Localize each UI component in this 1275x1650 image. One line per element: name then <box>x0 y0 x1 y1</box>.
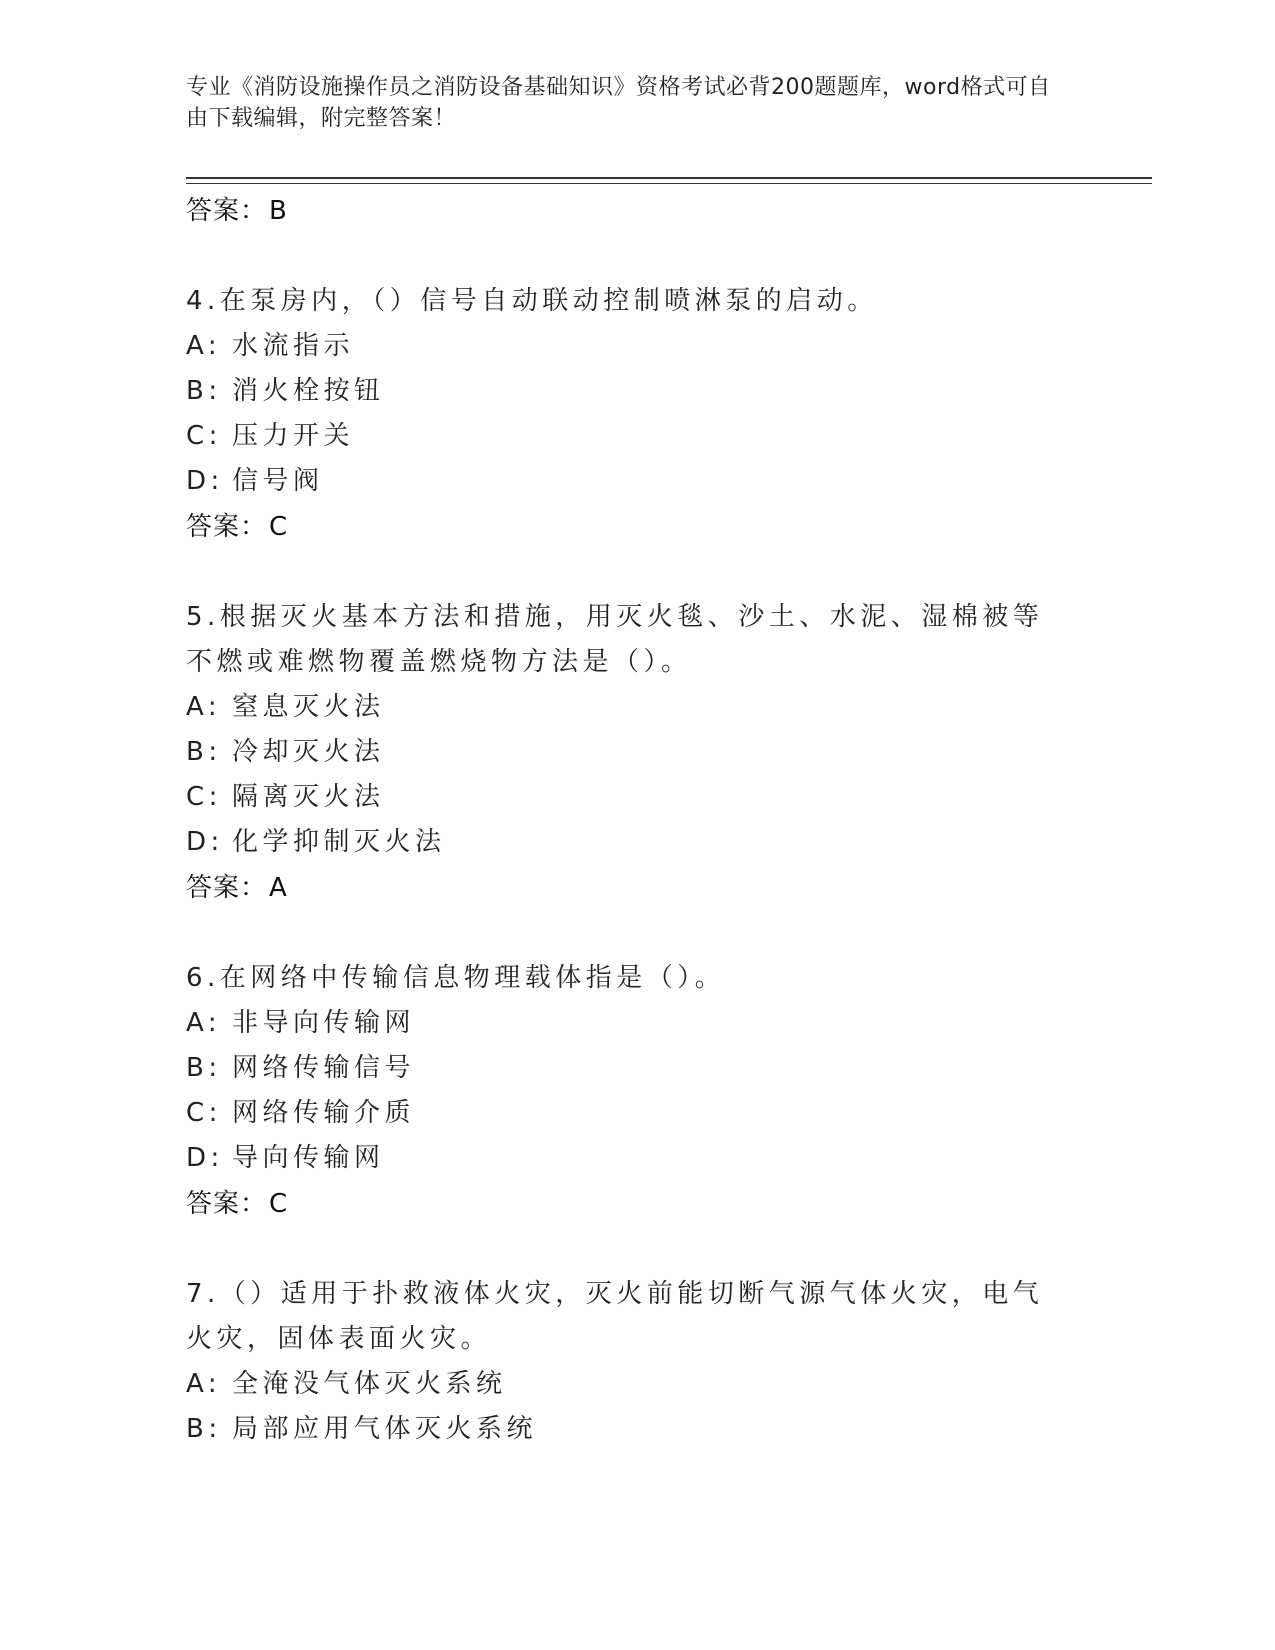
option-text: 非导向传输网 <box>232 1008 416 1038</box>
option-text: 网络传输信号 <box>232 1053 416 1083</box>
option-letter: A: <box>186 1008 222 1038</box>
question-stem: 5.根据灭火基本方法和措施，用灭火毯、沙土、水泥、湿棉被等不燃或难燃物覆盖燃烧物方法是（）。 <box>186 602 1044 677</box>
option-letter: D: <box>186 827 224 857</box>
option-letter: C: <box>186 421 222 451</box>
option-letter: A: <box>186 331 222 361</box>
option-letter: B: <box>186 1053 222 1083</box>
answer-option <box>186 1091 1066 1136</box>
question-block <box>186 279 1066 595</box>
answer-line <box>186 188 1066 233</box>
answer-option <box>186 730 1066 775</box>
answer-option <box>186 685 1066 730</box>
answer-line <box>186 865 1066 910</box>
answer-option <box>186 775 1066 820</box>
answer-line <box>186 504 1066 549</box>
option-letter: C: <box>186 1098 222 1128</box>
header-divider <box>186 177 1152 179</box>
answer-value: A <box>269 872 288 903</box>
option-text: 导向传输网 <box>232 1143 385 1173</box>
option-letter: B: <box>186 737 222 767</box>
question-block <box>186 595 1066 956</box>
option-text: 隔离灭火法 <box>232 782 385 812</box>
answer-value: B <box>269 195 288 226</box>
option-letter: D: <box>186 1143 224 1173</box>
question-stem: 7.（）适用于扑救液体火灾，灭火前能切断气源气体火灾，电气火灾，固体表面火灾。 <box>186 1279 1044 1354</box>
option-text: 网络传输介质 <box>232 1098 416 1128</box>
answer-value: C <box>269 511 289 542</box>
option-text: 局部应用气体灭火系统 <box>232 1414 538 1444</box>
option-letter: B: <box>186 1414 222 1444</box>
answer-option <box>186 820 1066 865</box>
answer-option <box>186 1046 1066 1091</box>
page-header: 专业《消防设施操作员之消防设备基础知识》资格考试必背200题题库，word格式可自由下载编辑，附完整答案！ <box>186 75 1051 131</box>
option-text: 消火栓按钮 <box>232 376 385 406</box>
option-letter: B: <box>186 376 222 406</box>
answer-option <box>186 369 1066 414</box>
question-block <box>186 1272 1066 1452</box>
answer-option <box>186 1362 1066 1407</box>
answer-label: 答案： <box>186 195 268 226</box>
option-text: 窒息灭火法 <box>232 692 385 722</box>
answer-option <box>186 1407 1066 1452</box>
question-stem: 6.在网络中传输信息物理载体指是（）。 <box>186 963 726 993</box>
option-text: 水流指示 <box>232 331 355 361</box>
option-text: 信号阀 <box>232 466 324 496</box>
option-text: 化学抑制灭火法 <box>232 827 446 857</box>
answer-option <box>186 414 1066 459</box>
option-letter: A: <box>186 692 222 722</box>
answer-option <box>186 1136 1066 1181</box>
option-text: 冷却灭火法 <box>232 737 385 767</box>
answer-label: 答案： <box>186 872 268 903</box>
answer-label: 答案： <box>186 511 268 542</box>
header-divider-thin <box>186 183 1152 184</box>
option-letter: D: <box>186 466 224 496</box>
answer-line <box>186 1181 1066 1226</box>
question-block <box>186 956 1066 1272</box>
option-letter: A: <box>186 1369 222 1399</box>
option-letter: C: <box>186 782 222 812</box>
answer-option <box>186 324 1066 369</box>
option-text: 压力开关 <box>232 421 355 451</box>
answer-option <box>186 1001 1066 1046</box>
question-list <box>186 188 1066 1452</box>
answer-option <box>186 459 1066 504</box>
answer-value: C <box>269 1188 289 1219</box>
question-stem: 4.在泵房内，（）信号自动联动控制喷淋泵的启动。 <box>186 286 878 316</box>
answer-label: 答案： <box>186 1188 268 1219</box>
option-text: 全淹没气体灭火系统 <box>232 1369 507 1399</box>
